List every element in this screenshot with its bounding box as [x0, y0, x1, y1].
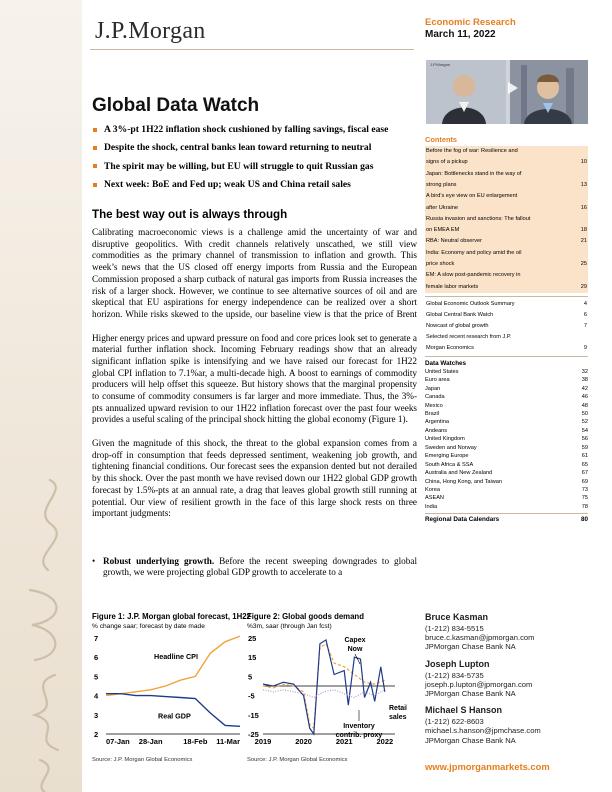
toc-label: Global Central Bank Watch [426, 311, 494, 318]
contact-card [425, 659, 595, 699]
toc-label: Global Economic Outlook Summary [426, 300, 515, 307]
toc-label: female labor markets [426, 283, 479, 290]
y-tick-label: 2 [94, 730, 99, 739]
toc-page: 69 [581, 478, 588, 485]
toc-page: 73 [581, 486, 588, 493]
toc-link[interactable] [425, 461, 588, 469]
contents-title: Contents [425, 135, 458, 144]
toc-link[interactable] [425, 452, 588, 460]
figure-2 [247, 612, 407, 763]
series-label: Real GDP [158, 711, 191, 721]
contact-name: Michael S Hanson [425, 705, 503, 716]
toc-page: 61 [581, 453, 588, 460]
toc-page: 42 [581, 385, 588, 392]
toc-label: Morgan Economics [426, 344, 474, 351]
key-point: A 3%-pt 1H22 inflation shock cushioned by falling savings, fiscal ease [92, 124, 422, 142]
figure-source: Source: J.P. Morgan Global Economics [92, 757, 193, 763]
toc-label: ASEAN [425, 495, 444, 502]
regular-sections [425, 299, 588, 354]
report-date: March 11, 2022 [425, 29, 496, 40]
y-tick-label: 4 [94, 691, 99, 701]
toc-label: Russia invasion and sanctions: The fallout [426, 215, 531, 222]
toc-page: 38 [581, 377, 588, 384]
x-tick-label: 07-Jan [106, 737, 130, 746]
x-tick-label: 2019 [254, 737, 272, 746]
key-point: The spirit may be willing, but EU will struggle to quit Russian gas [92, 161, 422, 179]
data-watches-title: Data Watches [425, 359, 467, 367]
jpmorgan-signature-watermark [10, 470, 80, 792]
key-point: Next week: BoE and Fed up; weak US and China retail sales [92, 179, 422, 197]
y-tick-label: 7 [94, 634, 99, 643]
contact-phone: (1-212) 834-5515 [425, 624, 484, 633]
toc-label: Euro area [425, 377, 450, 384]
judgment-bullet [92, 556, 417, 579]
toc-link[interactable] [425, 236, 588, 247]
department-label: Economic Research [425, 17, 516, 28]
contact-entity: JPMorgan Chase Bank NA [425, 689, 516, 699]
toc-label: Canada [425, 394, 445, 401]
x-tick-label: 2021 [335, 737, 353, 746]
toc-link[interactable] [425, 494, 588, 502]
toc-link[interactable] [425, 435, 588, 443]
judgment-text: Before the recent sweeping downgrades to global growth, we were projecting global GDP growth to accelerate to a [103, 555, 418, 578]
toc-link[interactable] [425, 385, 588, 393]
figure-subtitle: % change saar; forecast by date made [92, 623, 205, 630]
jpmorgan-logo: J.P.Morgan [95, 18, 206, 44]
website-link[interactable]: www.jpmorganmarkets.com [425, 761, 550, 772]
toc-label: China, Hong Kong, and Taiwan [425, 478, 503, 485]
toc-link[interactable] [425, 310, 588, 321]
contact-phone: (1-212) 834-5735 [425, 670, 484, 680]
series-line-retail-sales [263, 640, 385, 734]
annotation: sales [389, 714, 407, 721]
toc-link-regional-calendars[interactable] [425, 513, 588, 523]
contact-email[interactable]: bruce.c.kasman@jpmorgan.com [425, 633, 535, 643]
toc-link[interactable] [425, 169, 588, 180]
key-point: Despite the shock, central banks lean toward returning to neutral [92, 142, 422, 160]
toc-label: Argentina [425, 419, 449, 426]
toc-page: 80 [580, 516, 588, 524]
series-label: Headline CPI [154, 652, 198, 662]
toc-link[interactable] [425, 146, 588, 157]
toc-link[interactable] [425, 410, 588, 418]
report-title: Global Data Watch [92, 95, 260, 116]
toc-link[interactable] [425, 368, 588, 376]
figure-subtitle: %3m, saar (through Jan fcst) [247, 623, 332, 630]
x-tick-label: 2022 [376, 737, 394, 746]
toc-page: 32 [581, 368, 588, 375]
toc-page: 29 [580, 283, 587, 290]
contact-email[interactable]: joseph.p.lupton@jpmorgan.com [425, 679, 533, 689]
toc-label: Australia and New Zealand [425, 470, 493, 477]
toc-label: Sweden and Norway [425, 444, 477, 451]
toc-label: Selected recent research from J.P. [426, 333, 512, 340]
contact-email[interactable]: michael.s.hanson@jpmchase.com [425, 726, 541, 736]
toc-page: 65 [581, 461, 588, 468]
annotation: contrib. proxy [335, 732, 383, 739]
toc-label: South Africa & SSA [425, 461, 474, 468]
x-tick-label: 28-Jan [138, 737, 163, 746]
toc-label: RBA: Neutral observer [426, 238, 482, 245]
contact-entity: JPMorgan Chase Bank NA [425, 735, 516, 745]
y-tick-label: 3 [94, 710, 99, 720]
contact-entity: JPMorgan Chase Bank NA [425, 642, 516, 652]
y-tick-label: 15 [248, 653, 257, 663]
toc-page: 54 [581, 427, 588, 434]
toc-page: 4 [583, 300, 587, 307]
toc-label: Japan: Bottlenecks stand in the way of [426, 170, 522, 177]
article-body [92, 227, 417, 579]
toc-link[interactable] [425, 299, 588, 310]
toc-page: 46 [581, 394, 588, 401]
toc-page: 52 [581, 419, 588, 426]
y-tick-label: 6 [94, 653, 99, 663]
y-tick-label: -5 [248, 691, 255, 701]
toc-label: Mexico [425, 402, 443, 409]
toc-label: price shock [426, 261, 455, 268]
toc-link[interactable] [425, 202, 588, 213]
toc-link[interactable] [425, 376, 588, 384]
x-tick-label: 2020 [295, 737, 312, 746]
toc-label: after Ukraine [426, 204, 459, 211]
contact-card [425, 612, 595, 652]
section-heading: The best way out is always through [92, 208, 288, 221]
toc-page: 13 [580, 181, 587, 188]
toc-link[interactable] [425, 393, 588, 401]
annotation: Now [347, 646, 363, 653]
toc-page: 16 [580, 204, 587, 211]
video-thumbnail[interactable] [426, 60, 588, 124]
toc-page: 48 [581, 402, 588, 409]
toc-label: Emerging Europe [425, 453, 469, 460]
toc-link[interactable] [425, 427, 588, 435]
figure-1-chart [92, 630, 244, 752]
toc-page: 6 [583, 311, 587, 318]
toc-link[interactable] [425, 157, 588, 168]
figure-source: Source: J.P. Morgan Global Economics [247, 757, 348, 763]
data-watches-list [425, 368, 588, 511]
toc-link[interactable] [425, 332, 588, 343]
toc-label: Before the fog of war: Resilience and [426, 148, 518, 155]
toc-link[interactable] [425, 225, 588, 236]
figure-title: Figure 1: J.P. Morgan global forecast, 1H22 [92, 612, 251, 621]
annotation: Retail [389, 705, 407, 712]
contact-card [425, 705, 595, 745]
toc-divider [425, 356, 588, 357]
toc-link[interactable] [425, 321, 588, 332]
toc-page: 59 [581, 444, 588, 451]
toc-link[interactable] [425, 270, 588, 281]
toc-label: United Kingdom [425, 436, 465, 443]
toc-link[interactable] [425, 248, 588, 259]
figure-title: Figure 2: Global goods demand [247, 612, 364, 621]
toc-link[interactable] [425, 469, 588, 477]
annotation: Capex [344, 637, 366, 644]
toc-page: 25 [580, 261, 587, 268]
toc-page: 7 [583, 322, 587, 329]
toc-page: 78 [581, 503, 588, 510]
key-points-list [92, 124, 422, 198]
contact-phone: (1-212) 622-8603 [425, 717, 484, 727]
paragraph: Higher energy prices and upward pressure on food and core prices look set to generate a material further inflation shock. Incoming February readings show that an already significant inflation spike is intensifying and we have raised our forecast for 1H22 global CPI inflation to 7.1%ar, a multi-decade high. A boost to earnings of commodity producers will help offset this squeeze. But history shows that the marginal propensity to consume of commodity consumers is far larger and more immediate. Thus, the 3%-pts annualized upward revision to our 1H22 inflation forecast over the past four weeks provides a useful scaling of the principal shock hitting the global economy (Figure 1). [92, 332, 417, 425]
toc-page: 50 [581, 411, 588, 418]
toc-link[interactable] [425, 343, 588, 354]
toc-label: United States [425, 368, 459, 375]
toc-label: Brazil [425, 411, 439, 418]
toc-link[interactable] [425, 478, 588, 486]
toc-link[interactable] [425, 486, 588, 494]
figure-1 [92, 612, 251, 763]
toc-page: 9 [583, 344, 587, 351]
toc-link[interactable] [425, 191, 588, 202]
toc-page: 56 [581, 436, 588, 443]
toc-page: 75 [581, 495, 588, 502]
y-tick-label: -15 [248, 710, 259, 720]
y-tick-label: 5 [248, 672, 253, 682]
header-divider [90, 49, 414, 50]
toc-label: India [425, 503, 438, 510]
toc-label: Nowcast of global growth [426, 322, 489, 329]
contact-name: Bruce Kasman [425, 612, 489, 622]
toc-link[interactable] [425, 180, 588, 191]
x-tick-label: 18-Feb [183, 737, 208, 746]
table-of-contents [425, 135, 588, 523]
toc-label: on EMEA EM [426, 227, 460, 234]
annotation: Inventory [343, 723, 375, 730]
series-line-real-gdp [106, 694, 240, 727]
toc-label: signs of a pickup [426, 159, 468, 166]
figure-2-chart [247, 630, 407, 752]
toc-link[interactable] [425, 444, 588, 452]
toc-page: 10 [580, 159, 587, 166]
paragraph: Calibrating macroeconomic views is a challenge amid the uncertainty of war and disruptive geopolitics. With credit channels relatively unscathed, we still view commodities as the primary channel of transmission to inflation and growth. This week’s news that the US closed off energy imports from Russia and the European Commission proposed a sharp cutback of natural gas imports from Russia increases the risk of a larger shock. However, we continue to see alternative sources of oil and are skeptical that EU aspirations for energy independence can be realized over a short horizon. While risks skewed to the upside, our baseline view is that the price of Brent [92, 227, 417, 319]
toc-label: strong plans [426, 181, 457, 188]
y-tick-label: 5 [94, 672, 99, 682]
toc-link[interactable] [425, 503, 588, 511]
toc-link[interactable] [425, 259, 588, 270]
toc-page: 18 [580, 227, 587, 234]
paragraph: Given the magnitude of this shock, the threat to the global expansion comes from a drop-off in consumption that feeds depressed sentiment, weakening job growth, and tightening financial conditions. Our forecast sees the expansion dented but not derailed by this shock. Over the past month we have revised down our 1H22 global GDP growth forecast by 1.5%-pts at an annual rate, a drag that leaves global growth still running at potential. Our view of resilient growth in the face of this large shock rests on three important judgments: [92, 438, 417, 519]
toc-link[interactable] [425, 282, 588, 293]
toc-label: Regional Data Calendars [425, 516, 500, 524]
toc-label: India: Economy and policy amid the oil [426, 249, 522, 256]
featured-articles [425, 146, 588, 293]
judgment-lead: Robust underlying growth. [103, 555, 215, 566]
x-tick-label: 11-Mar [216, 737, 240, 746]
toc-label: A bird’s eye view on EU enlargement [426, 193, 518, 200]
toc-label: Japan [425, 385, 441, 392]
y-tick-label: 25 [248, 634, 257, 643]
toc-label: EM: A slow post-pandemic recovery in [426, 272, 521, 279]
y-tick-label: -25 [248, 730, 259, 739]
toc-label: Korea [425, 486, 440, 493]
contact-name: Joseph Lupton [425, 658, 490, 669]
analyst-contacts [425, 612, 595, 752]
toc-page: 21 [580, 238, 587, 245]
toc-label: Andeans [425, 427, 448, 434]
toc-link[interactable] [425, 418, 588, 426]
series-line-headline-cpi [106, 636, 240, 696]
toc-link[interactable] [425, 214, 588, 225]
toc-link[interactable] [425, 402, 588, 410]
video-logo-label: J.P.Morgan [430, 62, 450, 67]
toc-divider [425, 296, 588, 297]
toc-page: 67 [581, 470, 588, 477]
